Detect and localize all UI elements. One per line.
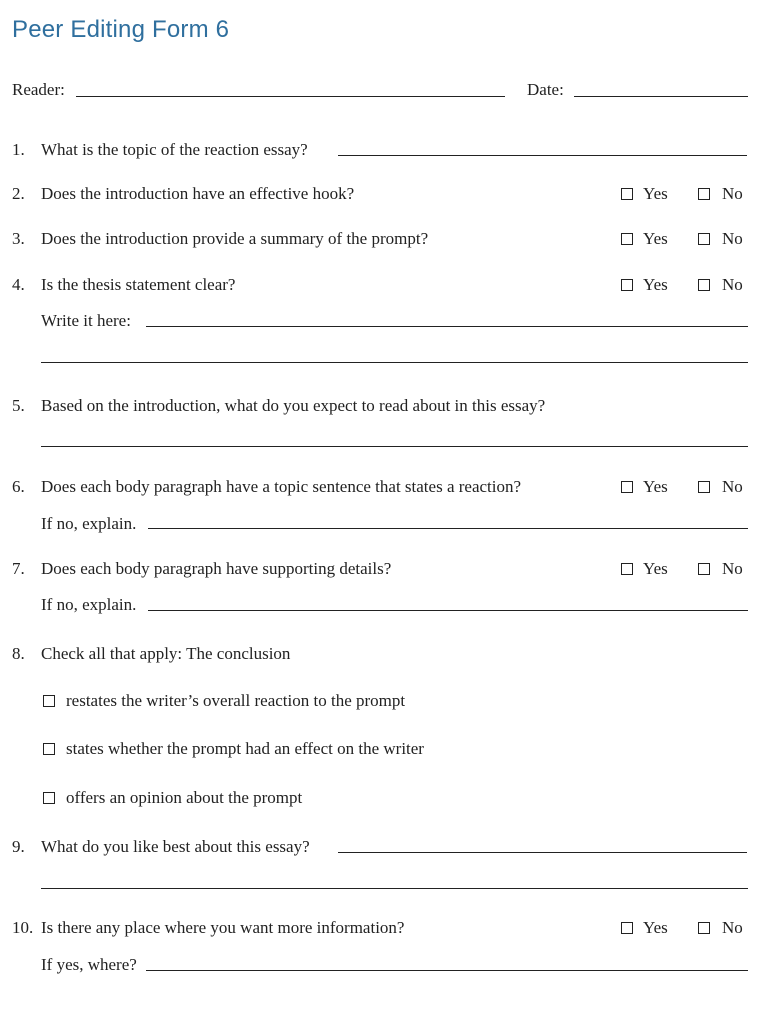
reader-field[interactable] (76, 96, 505, 97)
conclusion-option-2-checkbox[interactable] (43, 743, 55, 755)
question-1-answer-line[interactable] (338, 155, 747, 156)
question-2-yes-label: Yes (643, 184, 668, 203)
question-4-text: Is the thesis statement clear? (41, 275, 236, 294)
conclusion-option-2-label: states whether the prompt had an effect on the writer (66, 739, 424, 758)
question-8-text: Check all that apply: The conclusion (41, 644, 291, 663)
question-8-number: 8. (12, 644, 25, 663)
question-2-no-label: No (722, 184, 743, 203)
question-4-answer-line[interactable] (146, 326, 748, 327)
question-3-no-checkbox[interactable] (698, 233, 710, 245)
question-4-yes-checkbox[interactable] (621, 279, 633, 291)
reader-label: Reader: (12, 80, 65, 99)
question-4-number: 4. (12, 275, 25, 294)
question-5-text: Based on the introduction, what do you expect to read about in this essay? (41, 396, 546, 415)
question-10-yes-label: Yes (643, 918, 668, 937)
question-10-no-label: No (722, 918, 743, 937)
page-title: Peer Editing Form 6 (12, 16, 230, 43)
question-7-yes-checkbox[interactable] (621, 563, 633, 575)
question-7-text: Does each body paragraph have supporting details? (41, 559, 392, 578)
date-field[interactable] (574, 96, 748, 97)
conclusion-option-1-label: restates the writer’s overall reaction to the prompt (66, 691, 406, 710)
question-7-no-label: No (722, 559, 743, 578)
conclusion-option-1-checkbox[interactable] (43, 695, 55, 707)
question-7-yes-label: Yes (643, 559, 668, 578)
question-10-text: Is there any place where you want more information? (41, 918, 405, 937)
question-10-yes-checkbox[interactable] (621, 922, 633, 934)
question-4-no-label: No (722, 275, 743, 294)
question-3-text: Does the introduction provide a summary of the prompt? (41, 229, 429, 248)
question-3-number: 3. (12, 229, 25, 248)
question-6-yes-checkbox[interactable] (621, 481, 633, 493)
question-5-number: 5. (12, 396, 25, 415)
question-1-text: What is the topic of the reaction essay? (41, 140, 308, 159)
question-4-yes-label: Yes (643, 275, 668, 294)
question-2-number: 2. (12, 184, 25, 203)
question-6-answer-line[interactable] (148, 528, 748, 529)
question-7-no-checkbox[interactable] (698, 563, 710, 575)
question-7-followup-label: If no, explain. (41, 595, 137, 614)
question-7-answer-line[interactable] (148, 610, 748, 611)
question-6-no-label: No (722, 477, 743, 496)
question-9-number: 9. (12, 837, 25, 856)
question-6-followup-label: If no, explain. (41, 514, 137, 533)
question-10-followup-label: If yes, where? (41, 955, 137, 974)
question-4-answer-line-2[interactable] (41, 362, 748, 363)
question-6-number: 6. (12, 477, 25, 496)
question-2-text: Does the introduction have an effective hook? (41, 184, 355, 203)
question-10-answer-line[interactable] (146, 970, 748, 971)
question-6-text: Does each body paragraph have a topic sentence that states a reaction? (41, 477, 522, 496)
question-3-yes-label: Yes (643, 229, 668, 248)
question-1-number: 1. (12, 140, 25, 159)
question-10-no-checkbox[interactable] (698, 922, 710, 934)
question-9-text: What do you like best about this essay? (41, 837, 310, 856)
question-7-number: 7. (12, 559, 25, 578)
question-2-yes-checkbox[interactable] (621, 188, 633, 200)
question-4-no-checkbox[interactable] (698, 279, 710, 291)
question-9-answer-line[interactable] (338, 852, 747, 853)
question-9-answer-line-2[interactable] (41, 888, 748, 889)
question-6-no-checkbox[interactable] (698, 481, 710, 493)
conclusion-option-3-checkbox[interactable] (43, 792, 55, 804)
question-4-followup-label: Write it here: (41, 311, 131, 330)
date-label: Date: (527, 80, 564, 99)
question-3-no-label: No (722, 229, 743, 248)
question-6-yes-label: Yes (643, 477, 668, 496)
conclusion-option-3-label: offers an opinion about the prompt (66, 788, 303, 807)
question-10-number: 10. (12, 918, 34, 937)
question-5-answer-line[interactable] (41, 446, 748, 447)
question-2-no-checkbox[interactable] (698, 188, 710, 200)
question-3-yes-checkbox[interactable] (621, 233, 633, 245)
